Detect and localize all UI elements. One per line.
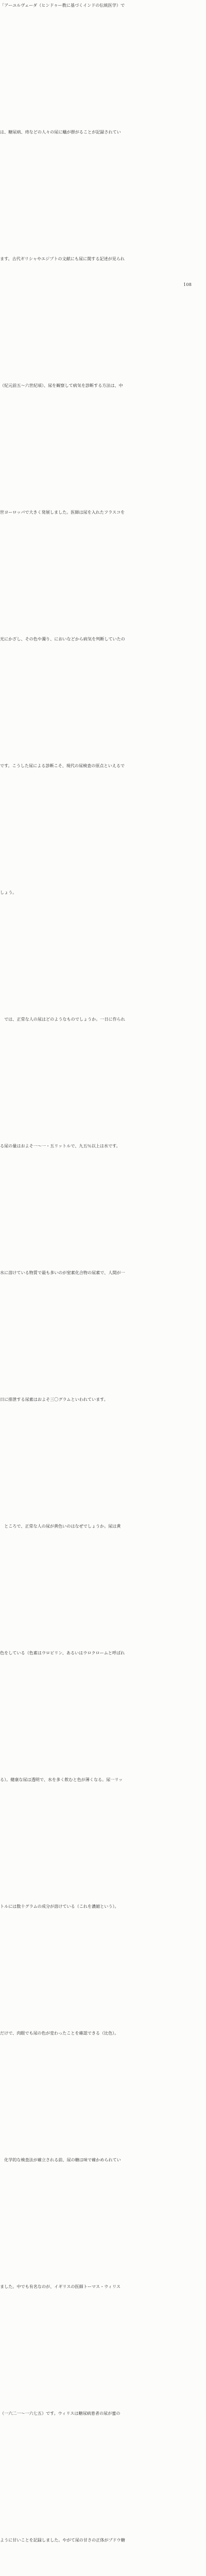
text-column: 化学的な検査法が確立される前、尿の糖は味で確かめられてい — [0, 2157, 121, 2162]
text-column: ところで、正常な人の尿が黄色いのはなぜでしょうか。尿は黄 — [0, 1523, 121, 1529]
text-column: 日に排泄する尿素はおよそ三〇グラムといわれています。 — [0, 1397, 108, 1402]
text-column: ます。古代ギリシャやエジプトの文献にも尿に関する記述が見られ — [0, 256, 125, 261]
text-column: しょう。 — [0, 890, 17, 895]
text-column: 色をしている（色素はウロビリン、あるいはウロクロームと呼ばれ — [0, 1650, 125, 1655]
text-column: は、糖尿病、痔などの人々の尿に蟻が群がることが記録されてい — [0, 129, 121, 134]
text-column: では、正常な人の尿はどのようなものでしょうか。一日に作られ — [0, 1016, 125, 1022]
text-column: る）。健康な尿は透明で、水を多く飲むと色が薄くなる。尿一リッ — [0, 1777, 123, 1782]
text-column: トルには数十グラムの成分が溶けている（これを濃縮という）。 — [0, 1904, 119, 1909]
text-column: （一六二一～一六七五）です。ウィリスは糖尿病患者の尿が蜜の — [0, 2411, 121, 2416]
text-column: る尿の量はおよそ一～一・五リットルで、九五％以上は水です。 — [0, 1143, 121, 1148]
text-column: 「アーユルヴェーダ（ヒンドゥー教に基づくインドの伝統医学）で — [0, 3, 125, 8]
page-number: 108 — [183, 282, 192, 287]
text-column: 光にかざし、その色や濁り、においなどから病気を判断していたの — [0, 636, 125, 641]
text-column: ました。中でも有名なのが、イギリスの医師トーマス・ウィリス — [0, 2284, 121, 2289]
text-column: （紀元前五～六世紀頃）、尿を観察して病気を診断する方法は、中 — [0, 383, 123, 388]
text-column: 水に溶けている物質で最も多いのが窒素化合物の尿素で、人間が一 — [0, 1270, 125, 1275]
text-column: だけで、肉眼でも尿の色が変わったことを確認できる（比色）。 — [0, 2030, 119, 2036]
text-column: 世ヨーロッパで大きく発展しました。医師は尿を入れたフラスコを — [0, 510, 125, 515]
lower-text-block — [0, 2028, 206, 2576]
text-column: ように甘いことを記録しました。やがて尿の甘さの正体がブドウ糖 — [0, 2537, 125, 2543]
text-column: です。こうした尿による診断こそ、現代の尿検査の原点といえるで — [0, 763, 125, 768]
